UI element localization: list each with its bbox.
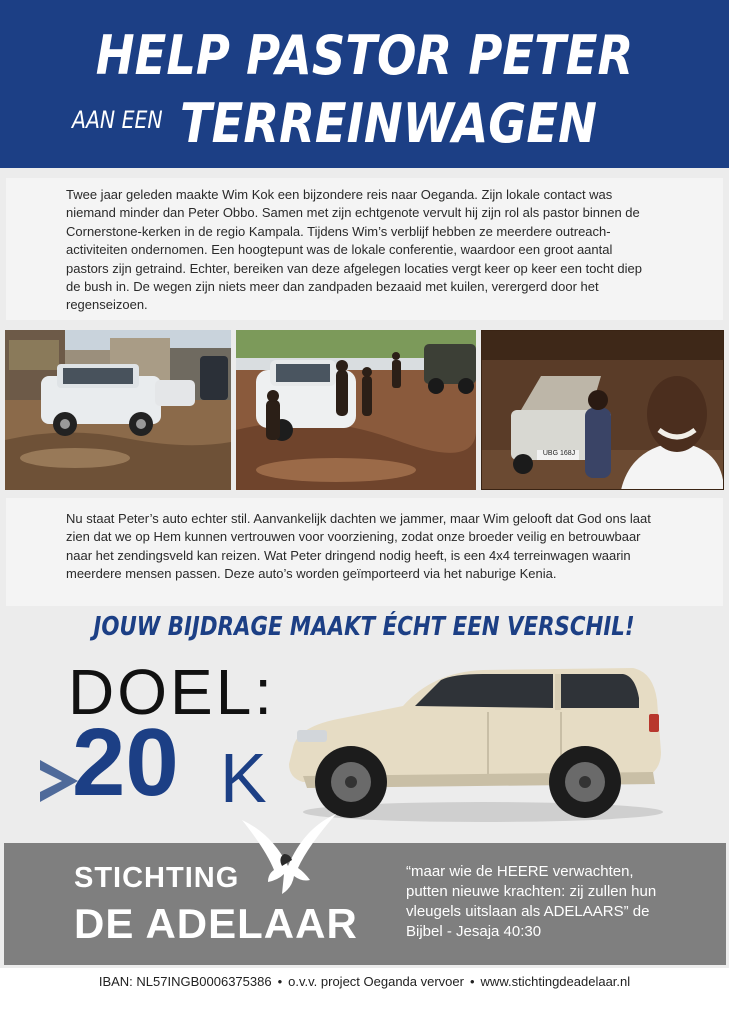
payment-info (0, 974, 729, 989)
separator: • (469, 974, 475, 989)
separator: • (277, 974, 283, 989)
story-paragraph: Nu staat Peter’s auto echter stil. Aanvankelijk dachten we jammer, maar Wim gelooft dat God ons laat zien dat we op Hem kunnen vertrouwen voor voorziening, zodat onze broeder veilig en betrouwbaar naar het zendingsveld kan reizen. Wat Peter dringend nodig heeft, is een 4x4 terreinwagen waarin meerdere mensen passen. Deze auto’s worden geïmporteerd via het naburige Kenia. (66, 511, 651, 582)
title-main-text: TERREINWAGEN (180, 92, 598, 155)
land-cruiser-image (283, 660, 668, 830)
photo-plate-text: UBG 168J (542, 450, 576, 457)
header-banner (0, 0, 729, 168)
website-link[interactable]: www.stichtingdeadelaar.nl (480, 974, 631, 989)
project-reference: o.v.v. project Oeganda vervoer (288, 974, 464, 989)
organization-name-line-2: DE ADELAAR (74, 900, 358, 947)
title-line-2 (0, 92, 729, 155)
bible-quote: “maar wie de HEERE verwachten, putten nieuwe krachten: zij zullen hun vleugels uitslaan als ADELAARS” de Bijbel - Jesaja 40:30 (406, 863, 657, 940)
tagline (0, 612, 729, 642)
eagle-logo-icon (238, 810, 338, 900)
photo-street-scene (5, 330, 231, 490)
iban-text: IBAN: NL57INGB0006375386 (98, 974, 272, 989)
goal-label: DOEL: (68, 656, 276, 728)
photo-garage-selfie (481, 330, 724, 490)
title-line-1: HELP PASTOR PETER (95, 24, 634, 87)
goal-number: 20 (72, 709, 179, 816)
title-small-text: AAN EEN (71, 106, 163, 134)
tagline-text: JOUW BIJDRAGE MAAKT ÉCHT EEN VERSCHIL! (93, 612, 636, 642)
goal-unit: K (220, 739, 267, 817)
organization-name-line-1: STICHTING (74, 862, 240, 894)
photo-muddy-road (236, 330, 476, 490)
intro-paragraph: Twee jaar geleden maakte Wim Kok een bijzondere reis naar Oeganda. Zijn lokale contact was niemand minder dan Peter Obbo. Samen met zijn echtgenote vervult hij zijn rol als pastor binnen de Cornerstone-kerken in de regio Kampala. Tijdens Wim’s verblijf hebben ze meerdere outreach-activiteiten ondernomen. Een hoogtepunt was de lokale conferentie, waardoor een groot aantal pastors zijn getraind. Echter, bereiken van deze afgelegen locaties vergt keer op keer een tocht diep de bush in. De wegen zijn niets meer dan zandpaden bezaaid met kuilen, verergerd door het regenseizoen. (66, 187, 642, 313)
